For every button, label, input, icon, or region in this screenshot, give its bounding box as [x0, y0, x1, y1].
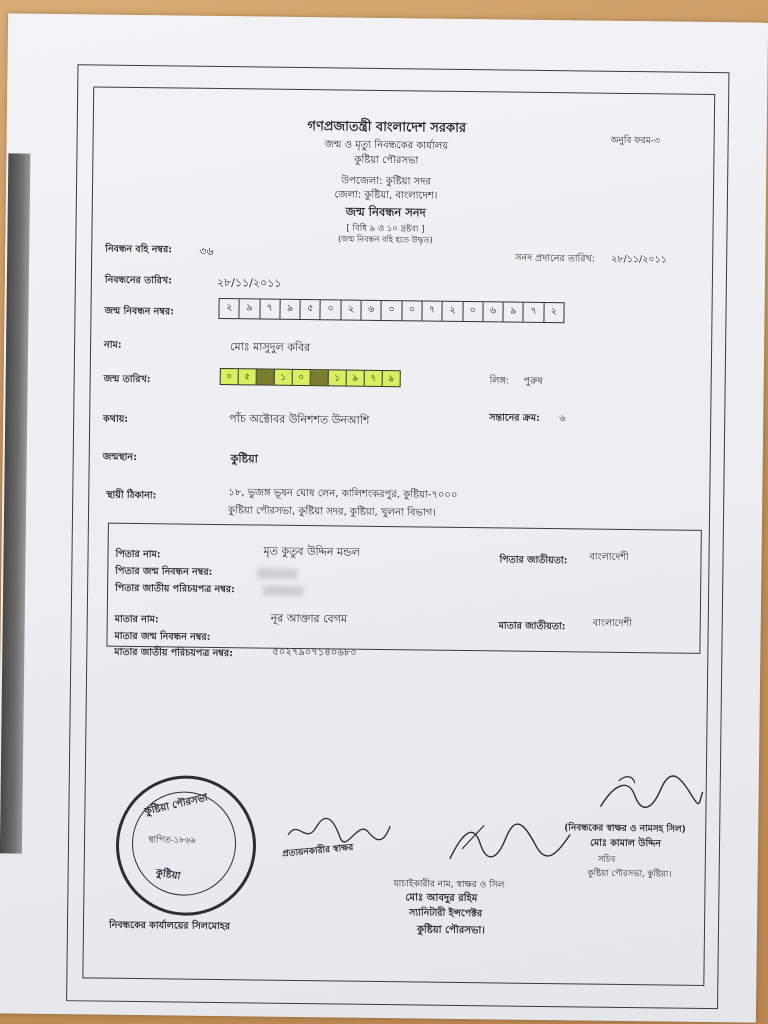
mother-reg-label: মাতার জন্ম নিবন্ধন নম্বর: — [114, 630, 211, 643]
sex-value: পুরুষ — [523, 375, 543, 387]
birthplace-label: জন্মস্থান: — [102, 451, 137, 464]
requester-title: স্যানিটারী ইন্সপেক্টর — [409, 907, 483, 920]
issue-date-label: সনদ প্রদানের তারিখ: — [515, 252, 596, 265]
name-label: নাম: — [104, 339, 122, 351]
form-number: অনুবি ফরম-৩ — [610, 135, 660, 147]
mother-name-label: মাতার নাম: — [114, 613, 159, 626]
address-line-1: ১৮, ভুজঙ্গ ভূষন ঘোষ লেন, কালিশংকরপুর, কুষ্টিয়া-৭০০০ — [228, 487, 458, 501]
dob-digit: ০ — [293, 370, 311, 385]
dob-digit: ৯ — [388, 374, 395, 385]
verifier-caption: প্রত্যয়নকারীর স্বাক্ষর — [281, 842, 354, 860]
redacted-father-nid — [263, 586, 303, 596]
book-no-label: নিবন্ধন বহি নম্বর: — [105, 243, 173, 256]
reg-no-digit: ০ — [321, 300, 342, 319]
reg-no-digit: ৯ — [240, 299, 261, 318]
requester-caption: যাচাইকারীর নাম, স্বাক্ষর ও সিল — [393, 879, 505, 891]
seal-top-text: কুষ্টিয়া পৌরসভা — [143, 792, 209, 818]
seal-mid-text: স্থাপিত-১৮৬৯ — [147, 835, 196, 846]
dob-separator — [311, 370, 329, 385]
father-name-label: পিতার নাম: — [115, 548, 161, 561]
child-order-value: ৬ — [559, 413, 566, 425]
registrar-title: সচিব — [597, 854, 616, 865]
registrar-signature — [594, 773, 705, 824]
father-nid-label: পিতার জাতীয় পরিচয়পত্র নম্বর: — [115, 582, 235, 596]
dob-boxes — [220, 368, 401, 387]
registrar-caption: (নিবন্ধকের স্বাক্ষর ও নামসহ সিল) — [564, 823, 686, 835]
reg-no-digit: ২ — [219, 299, 240, 318]
in-words-value: পাঁচ অক্টোবর উনিশশত উনআশি — [229, 412, 370, 427]
dob-digit: ৯ — [347, 371, 365, 386]
name-value: মোঃ মাসুদুল কবির — [230, 340, 311, 355]
seal-caption: নিবন্ধকের কার্যালয়ের সিলমোহর — [108, 919, 231, 933]
reg-no-digit: ০ — [463, 302, 484, 321]
reg-no-digit: ২ — [443, 302, 464, 321]
father-nationality-label: পিতার জাতীয়তা: — [499, 554, 568, 567]
mother-nationality-value: বাংলাদেশী — [592, 617, 632, 630]
registrar-name: মোঃ কামাল উদ্দিন — [589, 837, 662, 850]
registrar-office: কুষ্টিয়া পৌরসভা, কুষ্টিয়া। — [587, 868, 672, 880]
father-nationality-value: বাংলাদেশী — [589, 551, 629, 564]
address-label: স্থায়ী ঠিকানা: — [106, 489, 157, 502]
book-no-value: ৩৬ — [199, 244, 214, 258]
requester-name: মোঃ আবদুর রহিম — [405, 892, 478, 905]
mother-nid-label: মাতার জাতীয় পরিচয়পত্র নম্বর: — [114, 646, 233, 660]
dob-digit: ৫ — [239, 369, 257, 384]
subtitle-line: (জন্ম নিবন্ধন বহি হতে উদ্ধৃত) — [337, 234, 433, 245]
district-line: জেলা: কুষ্টিয়া, বাংলাদেশ। — [334, 189, 438, 202]
requester-signature — [444, 819, 575, 869]
reg-no-digit: ০ — [382, 301, 403, 320]
reg-no-digit: ৭ — [524, 303, 545, 322]
reg-no-digit: ২ — [550, 306, 558, 318]
upazila-line: উপজেলা: কুষ্টিয়া সদর — [341, 175, 431, 188]
reg-no-digit: ২ — [341, 300, 362, 319]
issue-date-value: ২৮/১১/২০১১ — [611, 253, 668, 266]
reg-date-label: নিবন্ধনের তারিখ: — [104, 274, 173, 287]
child-order-label: সন্তানের ক্রম: — [489, 412, 540, 424]
certificate-title: জন্ম নিবন্ধন সনদ — [345, 204, 426, 220]
dob-digit: ৭ — [365, 371, 383, 386]
dob-digit: ১ — [275, 370, 293, 385]
redacted-father-reg — [257, 568, 297, 578]
reg-no-digit: ৭ — [260, 299, 281, 318]
seal-bottom-text: কুষ্টিয়া — [155, 867, 182, 883]
office-title: জন্ম ও মৃত্যু নিবন্ধকের কার্যালয় — [324, 139, 449, 152]
address-line-2: কুষ্টিয়া পৌরসভা, কুষ্টিয়া সদর, কুষ্টিয়া, খুলনা বিভাগ। — [228, 505, 436, 519]
reg-no-digit: ৬ — [361, 301, 382, 320]
dob-digit: ১ — [329, 370, 347, 385]
in-words-label: কথায়: — [103, 413, 129, 425]
rule-line: [ বিধি ৯ ও ১০ দ্রষ্টব্য ] — [346, 223, 425, 235]
mother-nationality-label: মাতার জাতীয়তা: — [498, 620, 566, 633]
reg-no-label: জন্ম নিবন্ধন নম্বর: — [104, 305, 175, 318]
gov-title: গণপ্রজাতন্ত্রী বাংলাদেশ সরকার — [307, 119, 467, 136]
reg-no-digit: ০ — [402, 301, 423, 320]
municipality-title: কুষ্টিয়া পৌরসভা — [354, 154, 419, 167]
requester-office: কুষ্টিয়া পৌরসভা। — [416, 924, 485, 937]
reg-no-digit: ৯ — [280, 300, 301, 319]
reg-no-digit: ৫ — [301, 300, 322, 319]
reg-no-digit: ৭ — [422, 301, 443, 320]
dob-digit: ০ — [221, 369, 239, 384]
reg-date-value: ২৮/১১/২০১১ — [216, 275, 282, 290]
mother-name-value: নূর আক্তার বেগম — [270, 611, 348, 626]
birthplace-value: কুষ্টিয়া — [230, 452, 258, 466]
dob-label: জন্ম তারিখ: — [103, 373, 151, 386]
mother-nid-value: ৫০২৭৯০৭১৪০৬৮০ — [272, 646, 357, 659]
dob-separator — [257, 369, 275, 384]
certificate-paper — [0, 13, 768, 1022]
binder-edge — [0, 153, 30, 853]
reg-no-boxes — [218, 298, 564, 323]
father-reg-label: পিতার জন্ম নিবন্ধন নম্বর: — [115, 565, 213, 578]
father-name-value: মৃত কুতুব উদ্দিন মন্ডল — [263, 544, 361, 559]
reg-no-digit: ৯ — [504, 302, 525, 321]
reg-no-digit: ৬ — [483, 302, 504, 321]
sex-label: লিঙ্গ: — [489, 375, 510, 387]
